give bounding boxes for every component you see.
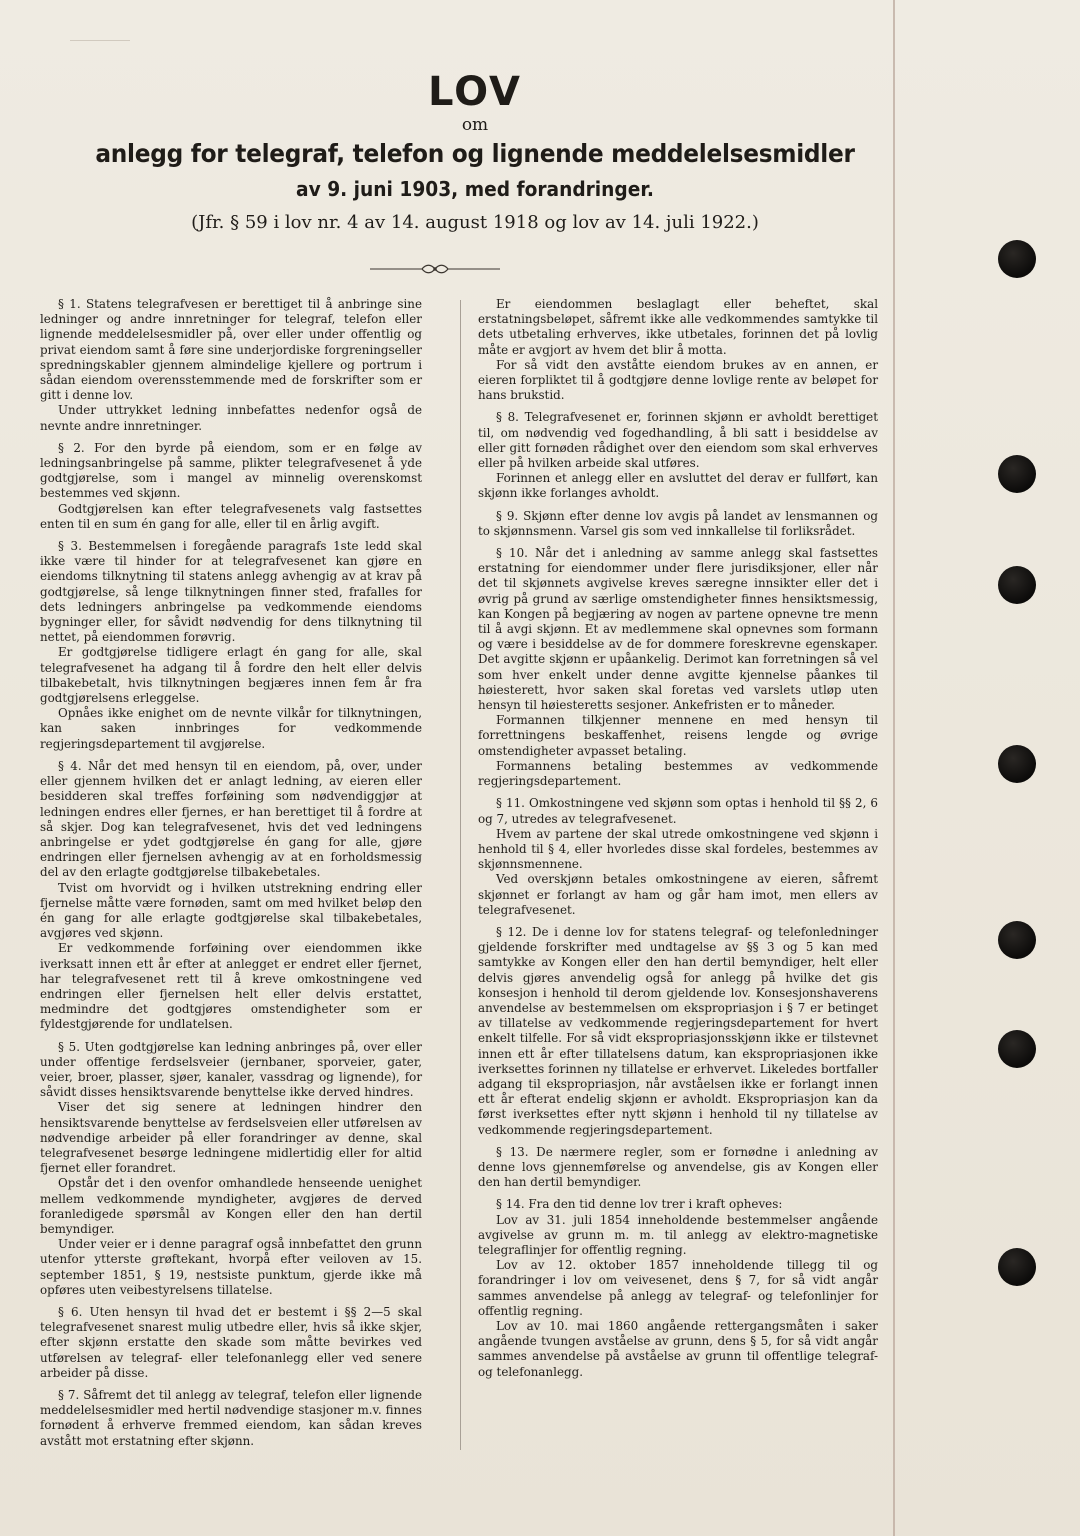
paragraph: Godtgjørelsen kan efter telegrafvesenets valg fastsettes enten til en sum én gang for alle, eller til en årlig avgift. <box>40 501 422 531</box>
punch-hole-icon <box>998 1248 1036 1286</box>
paragraph: § 10. Når det i anledning av samme anlegg skal fastsettes erstatning for eiendommer under flere jurisdiksjoner, eller når det til skjønnets avgivelse kreves særegne innsikter eller det i øvrig på grund av særlige omstendigheter finnes hensiktsmessig, kan Kongen på begjæring av nogen av partene opnevne tre menn til å avgi skjønn. Et av medlemmene skal opnevnes som formann og være i besiddelse av de for dommere foreskrevne egenskaper. Det avgitte skjønn er upåankelig. Derimot kan forretningen så vel som hver enkelt under denne avgitte kjennelse påankes til høiesterett, hvor saken skal foretas ved varslets utløp uten hensyn til høiesteretts sesjoner. Ankefristen er to måneder. <box>478 546 878 713</box>
paragraph: Lov av 10. mai 1860 angående rettergangsmåten i saker angående tvungen avståelse av grunn, dens § 5, for så vidt angår sammes anvendelse på avståelse av grunn til offentlige telegraf- og telefonanlegg. <box>478 1319 878 1379</box>
paragraph: § 6. Uten hensyn til hvad det er bestemt i §§ 2—5 skal telegrafvesenet snarest mulig utbedre eller, hvis så ikke skjer, efter skjønn erstatte den skade som måtte bevirkes ved utførelsen av telegraf- eller telefonanlegg eller ved senere arbeider på disse. <box>40 1305 422 1380</box>
column-divider <box>460 300 461 1450</box>
pencil-mark <box>70 40 130 55</box>
doc-om: om <box>461 115 489 135</box>
document-header <box>60 70 890 240</box>
paragraph: § 12. De i denne lov for statens telegraf- og telefonledninger gjeldende forskrifter med undtagelse av §§ 3 og 5 kan med samtykke av Kongen eller den han dertil bemyndiger, helt eller delvis gjøres anvendelig også for anlegg på hvilke det gis konsesjon i henhold til derom gjeldende lov. Konsesjonshaverens anvendelse av bestemmelsen om ekspropriasjon i § 7 er betinget av tillatelse av vedkommende regjeringsdepartement for hvert enkelt tilfelle. For så vidt ekspropriasjonsskjønn ikke er tilstevnet innen ett år efter tillatelsens datum, kan ekspropriasjonen ikke iverksettes forinnen ny tillatelse er erhvervet. Likeledes bortfaller adgang til ekspropriasjon, når avståelsen ikke er forlangt innen ett år efterat endelig skjønn er avholdt. Ekspropriasjon kan da først iverksettes efter nytt skjønn i henhold til ny tillatelse av vedkommende regjeringsdepartement. <box>478 924 878 1137</box>
paragraph: § 3. Bestemmelsen i foregående paragrafs 1ste ledd skal ikke være til hinder for at telegrafvesenet kan gjøre en eiendoms tilknytning til statens anlegg avhengig av at krav på godtgjørelse, så lenge tilknytningen finner sted, frafalles for dets ledningers anbringelse pa vedkommende eiendoms bygninger eller, for såvidt nødvendig for dens tilknytning til nettet, på eiendommen forøvrig. <box>40 539 422 645</box>
paragraph: Opstår det i den ovenfor omhandlede henseende uenighet mellem vedkommende myndigheter, avgjøres de derved foranledigede spørsmål av Kongen eller den han dertil bemyndiger. <box>40 1176 422 1236</box>
paragraph: Forinnen et anlegg eller en avsluttet del derav er fullført, kan skjønn ikke forlanges avholdt. <box>478 471 878 501</box>
paragraph: § 13. De nærmere regler, som er fornødne i anledning av denne lovs gjennemførelse og anvendelse, gis av Kongen eller den han dertil bemyndiger. <box>478 1144 878 1190</box>
punch-hole-icon <box>998 1030 1036 1068</box>
paragraph: Opnåes ikke enighet om de nevnte vilkår for tilknytningen, kan saken innbringes for vedkommende regjeringsdepartement til avgjørelse. <box>40 706 422 751</box>
paragraph: Viser det sig senere at ledningen hindrer den hensiktsvarende benyttelse av ferdselsveien eller utførelsen av nødvendige arbeider på eller forandringer av denne, skal telegrafvesenet besørge ledningene midlertidig eller for altid fjernet eller forandret. <box>40 1100 422 1176</box>
reference-line: (Jfr. § 59 i lov nr. 4 av 14. august 1918 og lov av 14. juli 1922.) <box>191 212 759 233</box>
paragraph: § 4. Når det med hensyn til en eiendom, på, over, under eller gjennem hvilken det er anlagt ledning, av eieren eller besidderen skal treffes forføining som nødvendiggjør at ledningen endres eller fjernes, er han berettiget til å fordre at så skjer. Dog kan telegrafvesenet, hvis det ved ledningens anbringelse er ydet godtgjørelse én gang for alle, gjøre endringen eller fjernelsen avhengig av at en forholdsmessig del av den erlagte godtgjørelse tilbakebetales. <box>40 758 422 880</box>
paragraph: For så vidt den avståtte eiendom brukes av en annen, er eieren forpliktet til å godtgjøre denne lovlige rente av beløpet for hans brukstid. <box>478 357 878 403</box>
paragraph: Lov av 31. juli 1854 inneholdende bestemmelser angående avgivelse av grunn m. m. til anlegg av elektro-magnetiske telegraflinjer for offentlig regning. <box>478 1212 878 1257</box>
paragraph: Formannens betaling bestemmes av vedkommende regjeringsdepartement. <box>478 758 878 789</box>
page-subtitle: av 9. juni 1903, med forandringer. <box>296 177 654 201</box>
paragraph: Er godtgjørelse tidligere erlagt én gang for alle, skal telegrafvesenet ha adgang til å fordre den helt eller delvis tilbakebetalt, hvis tilknytningen begjæres innen fem år fra godtgjørelsens erleggelse. <box>40 645 422 706</box>
paragraph: Er eiendommen beslaglagt eller beheftet, skal erstatningsbeløpet, såfremt ikke alle vedkommendes samtykke til dets utbetaling erhverves, ikke utbetales, forinnen det på lovlig måte er avgjort av hvem det blir å motta. <box>478 297 878 357</box>
page-title: anlegg for telegraf, telefon og lignende meddelelsesmidler <box>95 139 855 168</box>
paragraph: Ved overskjønn betales omkostningene av eieren, såfremt skjønnet er forlangt av ham og går ham imot, men ellers av telegrafvesenet. <box>478 872 878 917</box>
paragraph: Lov av 12. oktober 1857 inneholdende tillegg til og forandringer i lov om veivesenet, dens § 7, for så vidt angår sammes anvendelse på anlegg av telegraf- og telefonlinjer for offentlig regning. <box>478 1258 878 1318</box>
doc-type: LOV <box>428 69 522 115</box>
paragraph: Tvist om hvorvidt og i hvilken utstrekning endring eller fjernelse måtte være fornøden, samt om med hvilket beløp den én gang for alle erlagte godtgjørelse skal tilbakebetales, avgjøres ved skjønn. <box>40 880 422 941</box>
paragraph: § 7. Såfremt det til anlegg av telegraf, telefon eller lignende meddelelsesmidler med hertil nødvendige stasjoner m.v. finnes fornødent å erhverve fremmed eiendom, kan sådan kreves avstått mot erstatning efter skjønn. <box>40 1388 422 1448</box>
paragraph: § 5. Uten godtgjørelse kan ledning anbringes på, over eller under offentige ferdselsveier (jernbaner, sporveier, gater, veier, broer, plasser, sjøer, kanaler, vassdrag og lignende), for såvidt disses hensiktsvarende benyttelse ikke derved hindres. <box>40 1039 422 1100</box>
left-column <box>40 297 422 1449</box>
paragraph: Er vedkommende forføining over eiendommen ikke iverksatt innen ett år efter at anlegget er endret eller fjernet, har telegrafvesenet rett til å kreve omkostningene ved endringen eller fjernelsen helt eller delvis erstattet, medmindre det godtgjøres omstendigheter som er fyldestgjørende for undlatelsen. <box>40 941 422 1032</box>
paragraph: Under veier er i denne paragraf også innbefattet den grunn utenfor ytterste grøftekant, hvorpå efter veiloven av 15. september 1851, § 19, nestsiste punktum, gjerde ikke må opføres uten veibestyrelsens tillatelse. <box>40 1237 422 1297</box>
ornament-divider-icon <box>370 262 500 276</box>
paragraph: Hvem av partene der skal utrede omkostningene ved skjønn i henhold til § 4, eller hvorledes disse skal fordeles, bestemmes av skjønnsmennene. <box>478 826 878 872</box>
paragraph: § 1. Statens telegrafvesen er berettiget til å anbringe sine ledninger og andre innretninger for telegraf, telefon eller lignende meddelelsesmidler på, over eller under offentlig og privat eiendom samt å føre sine underjordiske forgreningseller spredningskabler gjennem almindelige kjellere og portrum i sådan eiendom overensstemmende med de forskrifter som er gitt i denne lov. <box>40 297 422 403</box>
punch-hole-icon <box>998 455 1036 493</box>
right-column <box>478 297 878 1380</box>
paragraph: § 14. Fra den tid denne lov trer i kraft opheves: <box>496 1197 783 1212</box>
margin-rule <box>893 0 895 1536</box>
paragraph: § 8. Telegrafvesenet er, forinnen skjønn er avholdt berettiget til, om nødvendig ved fogedhandling, å bli satt i besiddelse av eller gitt fornøden rådighet over den eiendom som skal erhverves eller på hvilken arbeide skal utføres. <box>478 410 878 471</box>
paragraph: § 9. Skjønn efter denne lov avgis på landet av lensmannen og to skjønnsmenn. Varsel gis som ved innkallelse til forliksrådet. <box>478 508 878 538</box>
punch-hole-icon <box>998 566 1036 604</box>
paragraph: Under uttrykket ledning innbefattes nedenfor også de nevnte andre innretninger. <box>40 403 422 433</box>
punch-hole-icon <box>998 745 1036 783</box>
paragraph: § 2. For den byrde på eiendom, som er en følge av ledningsanbringelse på samme, plikter telegrafvesenet å yde godtgjørelse, som i mangel av minnelig overenskomst bestemmes ved skjønn. <box>40 440 422 501</box>
punch-hole-icon <box>998 921 1036 959</box>
paragraph: Formannen tilkjenner mennene en med hensyn til forrettningens beskaffenhet, reisens lengde og øvrige omstendigheter avpasset betaling. <box>478 713 878 758</box>
paragraph: § 11. Omkostningene ved skjønn som optas i henhold til §§ 2, 6 og 7, utredes av telegrafvesenet. <box>478 796 878 826</box>
punch-hole-icon <box>998 240 1036 278</box>
